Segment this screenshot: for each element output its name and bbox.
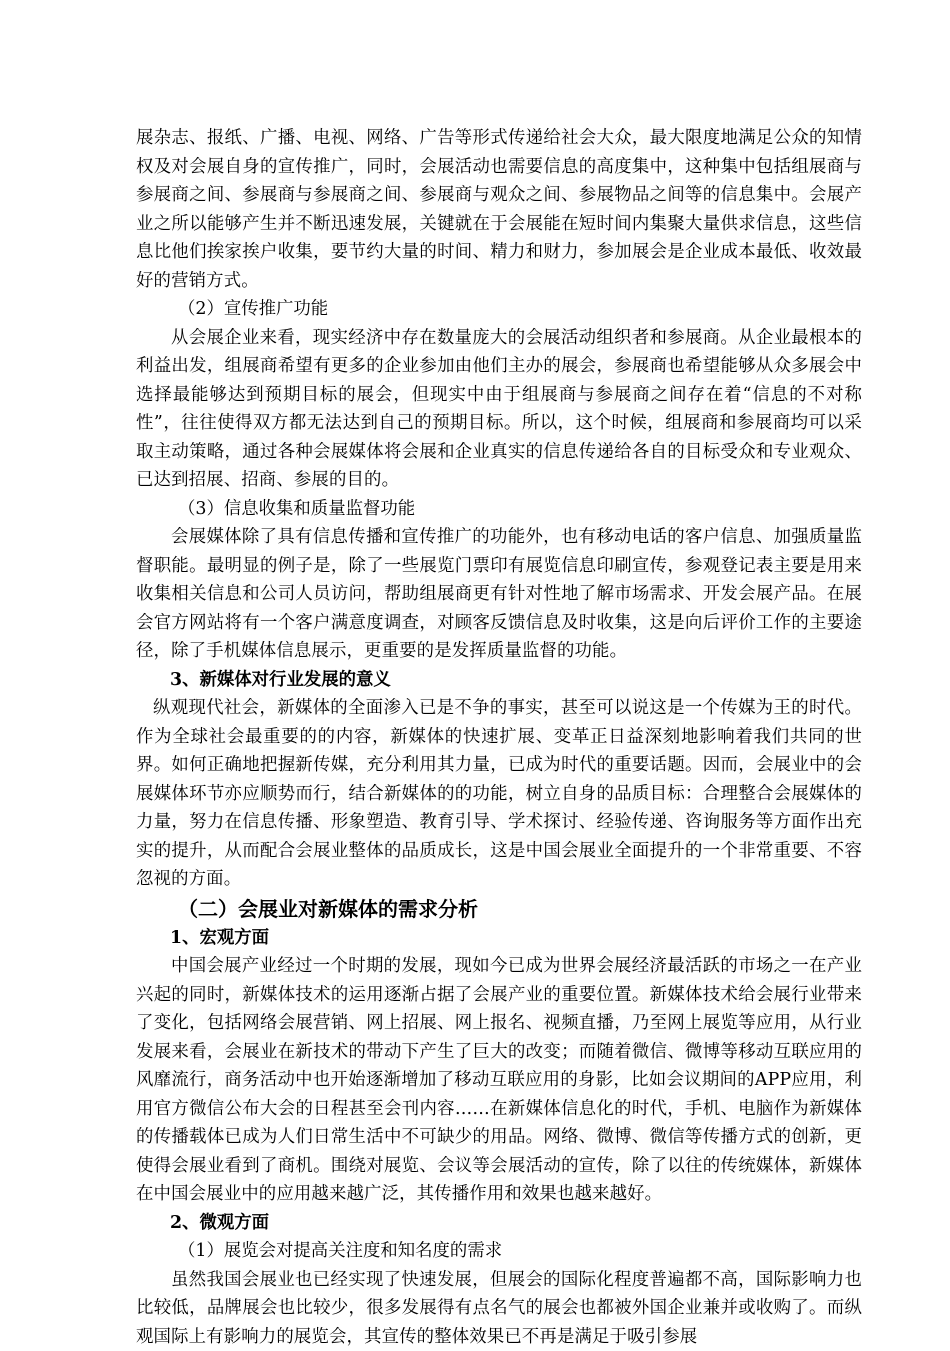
paragraph-exhibition-awareness: 虽然我国会展业也已经实现了快速发展，但展会的国际化程度普遍都不高，国际影响力也比较低，品牌展会也比较少，很多发展得有点名气的展会也都被外国企业兼并或收购了。而纵观国际上有影响力的展览会，其宣传的整体效果已不再是满足于吸引参展 — [136, 1266, 862, 1351]
subheading-info-collection: （3）信息收集和质量监督功能 — [136, 495, 862, 524]
subheading-new-media-significance: 3、新媒体对行业发展的意义 — [136, 666, 862, 695]
subheading-micro: 2、微观方面 — [136, 1209, 862, 1238]
paragraph-new-media-significance: 纵观现代社会，新媒体的全面渗入已是不争的事实，甚至可以说这是一个传媒为王的时代。作为全球社会最重要的的内容，新媒体的快速扩展、变革正日益深刻地影响着我们共同的世界。如何正确地把握新传媒，充分利用其力量，已成为时代的重要话题。因而，会展业中的会展媒体环节亦应顺势而行，结合新媒体的的功能，树立自身的品质目标：合理整合会展媒体的力量，努力在信息传播、形象塑造、教育引导、学术探讨、经验传递、咨询服务等方面作出充实的提升，从而配合会展业整体的品质成长，这是中国会展业全面提升的一个非常重要、不容忽视的方面。 — [136, 694, 862, 894]
paragraph-intro: 展杂志、报纸、广播、电视、网络、广告等形式传递给社会大众，最大限度地满足公众的知情权及对会展自身的宣传推广，同时，会展活动也需要信息的高度集中，这种集中包括组展商与参展商之间、参展商与参展商之间、参展商与观众之间、参展物品之间等的信息集中。会展产业之所以能够产生并不断迅速发展，关键就在于会展能在短时间内集聚大量供求信息，这些信息比他们挨家挨户收集，要节约大量的时间、精力和财力，参加展会是企业成本最低、收效最好的营销方式。 — [136, 124, 862, 295]
paragraph-info-collection: 会展媒体除了具有信息传播和宣传推广的功能外，也有移动电话的客户信息、加强质量监督职能。最明显的例子是，除了一些展览门票印有展览信息印刷宣传，参观登记表主要是用来收集相关信息和公司人员访问，帮助组展商更有针对性地了解市场需求、开发会展产品。在展会官方网站将有一个客户满意度调查，对顾客反馈信息及时收集，这是向后评价工作的主要途径，除了手机媒体信息展示，更重要的是发挥质量监督的功能。 — [136, 523, 862, 666]
paragraph-macro: 中国会展产业经过一个时期的发展，现如今已成为世界会展经济最活跃的市场之一在产业兴起的同时，新媒体技术的运用逐渐占据了会展产业的重要位置。新媒体技术给会展行业带来了变化，包括网络会展营销、网上招展、网上报名、视频直播，乃至网上展览等应用，从行业发展来看，会展业在新技术的带动下产生了巨大的改变；而随着微信、微博等移动互联应用的风靡流行，商务活动中也开始逐渐增加了移动互联应用的身影，比如会议期间的APP应用，利用官方微信公布大会的日程甚至会刊内容……在新媒体信息化的时代，手机、电脑作为新媒体的传播载体已成为人们日常生活中不可缺少的用品。网络、微博、微信等传播方式的创新，更使得会展业看到了商机。围绕对展览、会议等会展活动的宣传，除了以往的传统媒体，新媒体在中国会展业中的应用越来越广泛，其传播作用和效果也越来越好。 — [136, 952, 862, 1209]
subheading-exhibition-awareness: （1）展览会对提高关注度和知名度的需求 — [136, 1237, 862, 1266]
subheading-promotion: （2）宣传推广功能 — [136, 295, 862, 324]
document-body — [136, 124, 862, 1351]
section-heading-demand-analysis: （二）会展业对新媒体的需求分析 — [136, 894, 862, 924]
subheading-macro: 1、宏观方面 — [136, 924, 862, 953]
paragraph-promotion: 从会展企业来看，现实经济中存在数量庞大的会展活动组织者和参展商。从企业最根本的利益出发，组展商希望有更多的企业参加由他们主办的展会，参展商也希望能够从众多展会中选择最能够达到预期目标的展会，但现实中由于组展商与参展商之间存在着“信息的不对称性”，往往使得双方都无法达到自己的预期目标。所以，这个时候，组展商和参展商均可以采取主动策略，通过各种会展媒体将会展和企业真实的信息传递给各自的目标受众和专业观众、已达到招展、招商、参展的目的。 — [136, 324, 862, 495]
